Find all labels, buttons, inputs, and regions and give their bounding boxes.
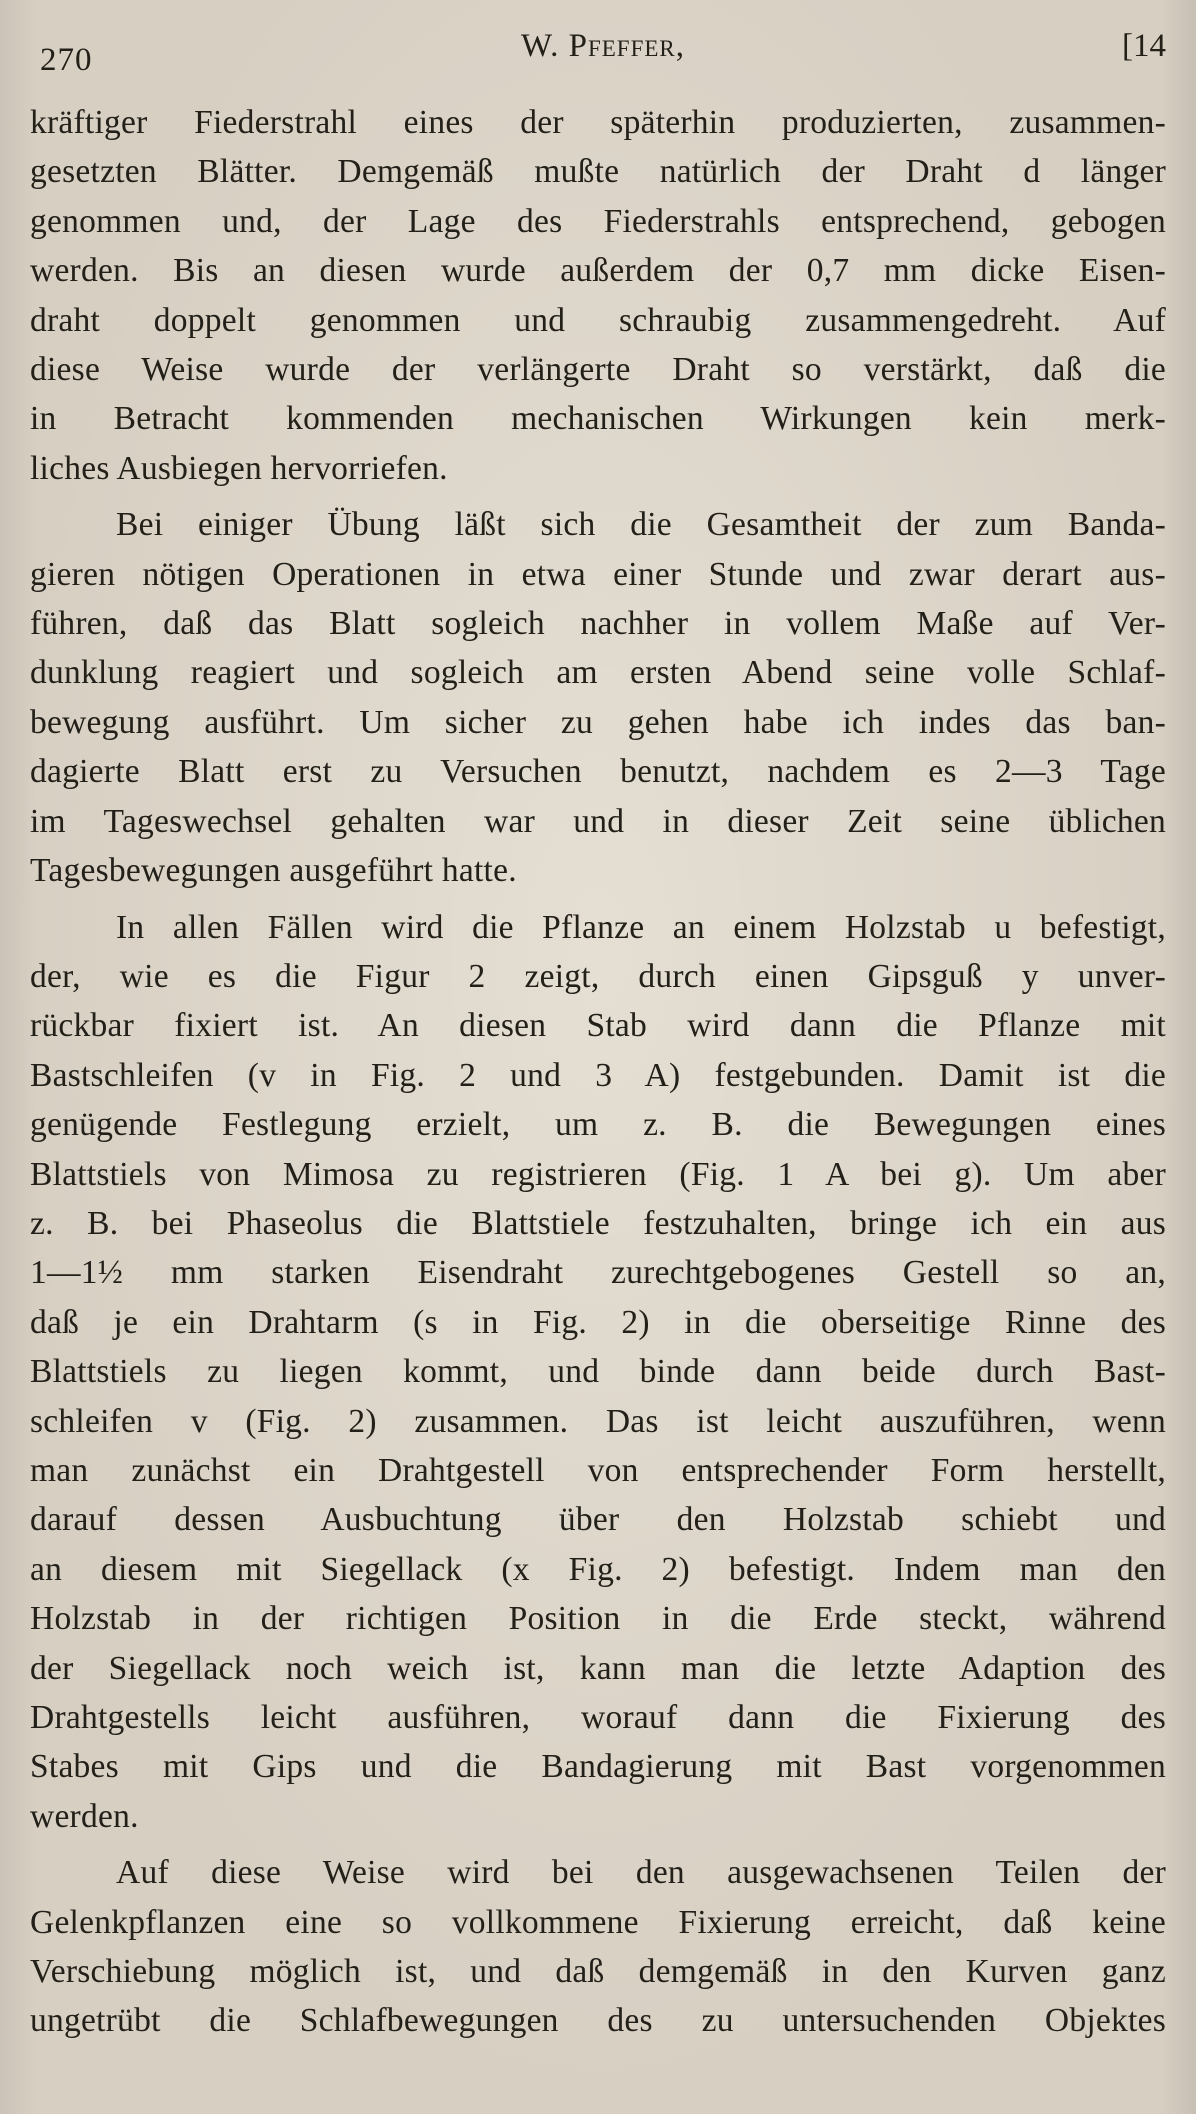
text-line: an diesem mit Siegellack (x Fig. 2) befestigt. Indem man den (30, 1550, 1166, 1588)
text-line: bewegung ausführt. Um sicher zu gehen habe ich indes das ban- (30, 703, 1166, 741)
body-text (30, 98, 1166, 2053)
page-header (40, 22, 1166, 82)
text-line: gesetzten Blätter. Demgemäß mußte natürlich der Draht d länger (30, 153, 1166, 191)
text-line: daß je ein Drahtarm (s in Fig. 2) in die oberseitige Rinne des (30, 1303, 1166, 1341)
text-line: genügende Festlegung erzielt, um z. B. die Bewegungen eines (30, 1106, 1166, 1144)
text-line: Blattstiels zu liegen kommt, und binde dann beide durch Bast- (30, 1353, 1166, 1391)
text-line: Bastschleifen (v in Fig. 2 und 3 A) festgebunden. Damit ist die (30, 1056, 1166, 1094)
page-number: 270 (40, 42, 93, 78)
text-line: In allen Fällen wird die Pflanze an einem Holzstab u befestigt, (116, 908, 1166, 946)
text-line: Blattstiels von Mimosa zu registrieren (Fig. 1 A bei g). Um aber (30, 1155, 1166, 1193)
text-line: Tagesbewegungen ausgeführt hatte. (30, 852, 517, 890)
section-mark: [14 (1122, 28, 1166, 64)
text-line: rückbar fixiert ist. An diesen Stab wird dann die Pflanze mit (30, 1007, 1166, 1045)
text-line: Gelenkpflanzen eine so vollkommene Fixierung erreicht, daß keine (30, 1903, 1166, 1941)
text-line: dunklung reagiert und sogleich am ersten Abend seine volle Schlaf- (30, 654, 1166, 692)
paragraph-4 (30, 1848, 1166, 2046)
text-line: Holzstab in der richtigen Position in die Erde steckt, während (30, 1600, 1166, 1638)
text-line: Stabes mit Gips und die Bandagierung mit Bast vorgenommen (30, 1748, 1166, 1786)
text-line: der Siegellack noch weich ist, kann man die letzte Adaption des (30, 1649, 1166, 1687)
text-line: gieren nötigen Operationen in etwa einer Stunde und zwar derart aus- (30, 555, 1166, 593)
text-line: 1—1½ mm starken Eisendraht zurechtgebogenes Gestell so an, (30, 1254, 1166, 1292)
text-line: werden. Bis an diesen wurde außerdem der 0,7 mm dicke Eisen- (30, 252, 1166, 290)
paragraph-1 (30, 98, 1166, 493)
text-line: Auf diese Weise wird bei den ausgewachsenen Teilen der (116, 1854, 1166, 1892)
running-head: W. Pfeffer, (520, 28, 686, 64)
text-line: im Tageswechsel gehalten war und in dieser Zeit seine üblichen (30, 802, 1166, 840)
text-line: dagierte Blatt erst zu Versuchen benutzt, nachdem es 2—3 Tage (30, 753, 1166, 791)
paragraph-3 (30, 903, 1166, 1842)
text-line: man zunächst ein Drahtgestell von entsprechender Form herstellt, (30, 1451, 1166, 1489)
text-line: diese Weise wurde der verlängerte Draht so verstärkt, daß die (30, 351, 1166, 389)
text-line: Verschiebung möglich ist, und daß demgemäß in den Kurven ganz (30, 1953, 1166, 1991)
text-line: werden. (30, 1797, 139, 1835)
text-line: darauf dessen Ausbuchtung über den Holzstab schiebt und (30, 1501, 1166, 1539)
text-line: genommen und, der Lage des Fiederstrahls entsprechend, gebogen (30, 202, 1166, 240)
paragraph-2 (30, 500, 1166, 895)
text-line: der, wie es die Figur 2 zeigt, durch einen Gipsguß y unver- (30, 957, 1166, 995)
text-line: schleifen v (Fig. 2) zusammen. Das ist leicht auszuführen, wenn (30, 1402, 1166, 1440)
text-line: kräftiger Fiederstrahl eines der späterhin produzierten, zusammen- (30, 104, 1166, 141)
text-line: Bei einiger Übung läßt sich die Gesamtheit der zum Banda- (116, 506, 1166, 544)
text-line: führen, daß das Blatt sogleich nachher in vollem Maße auf Ver- (30, 605, 1166, 643)
text-line: Drahtgestells leicht ausführen, worauf dann die Fixierung des (30, 1699, 1166, 1736)
text-line: ungetrübt die Schlafbewegungen des zu untersuchenden Objektes (30, 2002, 1166, 2040)
text-line: draht doppelt genommen und schraubig zusammengedreht. Auf (30, 301, 1166, 339)
text-line: liches Ausbiegen hervorriefen. (30, 449, 448, 487)
text-line: z. B. bei Phaseolus die Blattstiele festzuhalten, bringe ich ein aus (30, 1204, 1166, 1242)
text-line: in Betracht kommenden mechanischen Wirkungen kein merk- (30, 400, 1166, 438)
